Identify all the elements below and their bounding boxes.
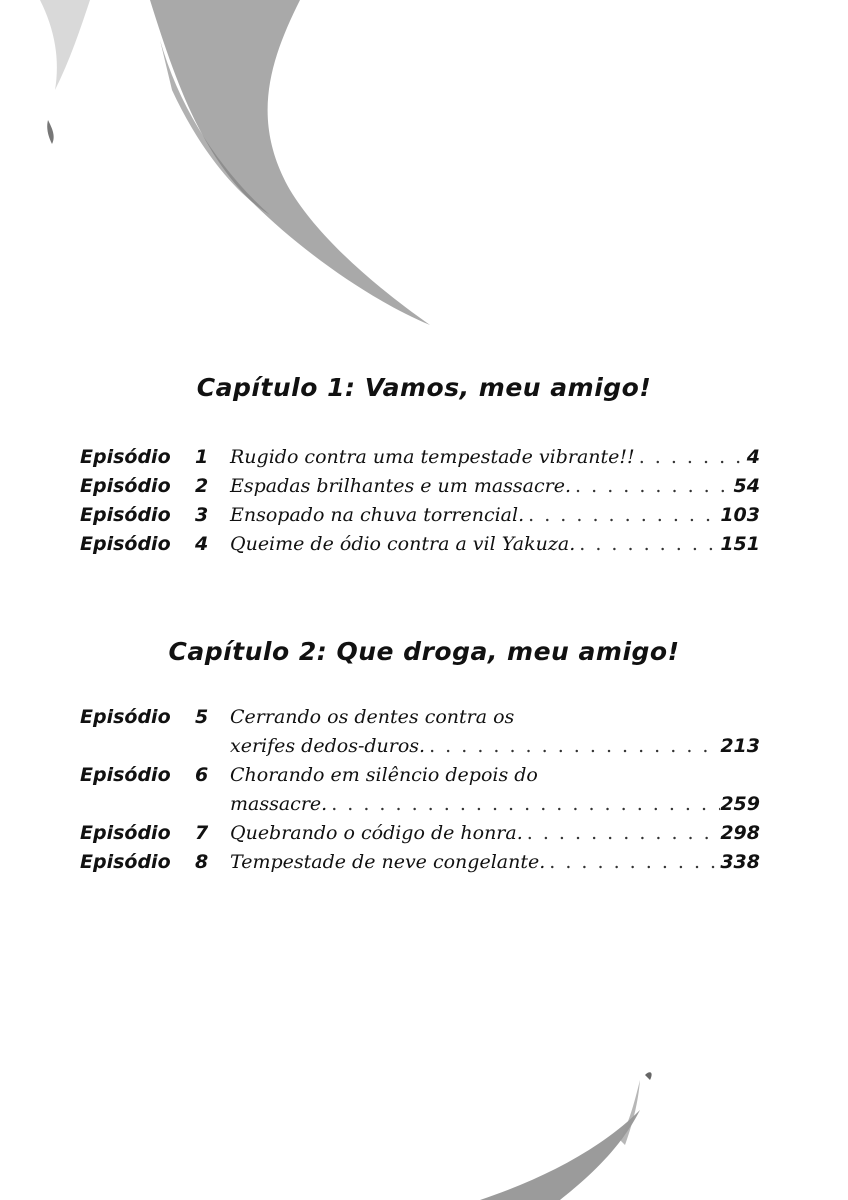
dot-leader [523, 822, 721, 844]
episode-label: Episódio [80, 533, 171, 555]
chapter-1-episode-list [80, 446, 760, 562]
episode-page: 151 [720, 533, 760, 555]
episode-number: 1 [195, 446, 209, 468]
episode-page: 338 [720, 851, 760, 873]
episode-title: Espadas brilhantes e um massacre. [230, 475, 572, 497]
dot-leader [545, 851, 720, 873]
episode-number: 5 [195, 706, 209, 728]
toc-entry-episode-5[interactable] [80, 706, 760, 735]
dot-leader [635, 446, 747, 468]
episode-label: Episódio [80, 706, 171, 728]
toc-entry-episode-6[interactable] [80, 764, 760, 793]
episode-title: Ensopado na chuva torrencial. [230, 504, 525, 526]
bottom-brush-fleck [645, 1072, 652, 1080]
episode-title: Tempestade de neve congelante. [230, 851, 546, 873]
episode-label: Episódio [80, 851, 171, 873]
episode-page: 103 [720, 504, 760, 526]
dot-leader [575, 533, 720, 555]
episode-page: 54 [733, 475, 760, 497]
episode-number: 4 [195, 533, 209, 555]
toc-entry-episode-7[interactable] [80, 822, 760, 851]
episode-title: Queime de ódio contra a vil Yakuza. [230, 533, 576, 555]
chapter-2-title: Capítulo 2: Que droga, meu amigo! [168, 637, 680, 666]
episode-title: Rugido contra uma tempestade vibrante!! [230, 446, 635, 468]
toc-entry-episode-8[interactable] [80, 851, 760, 880]
episode-number: 3 [195, 504, 209, 526]
episode-title: Cerrando os dentes contra os [230, 706, 515, 728]
top-brush-stroke [150, 0, 430, 325]
dot-leader [571, 475, 734, 497]
episode-number: 8 [195, 851, 209, 873]
top-brush-edge [40, 0, 90, 90]
episode-label: Episódio [80, 504, 171, 526]
dot-leader [327, 793, 720, 815]
episode-page: 4 [746, 446, 760, 468]
toc-entry-episode-3[interactable] [80, 504, 760, 533]
episode-page: 213 [720, 735, 760, 757]
episode-label: Episódio [80, 822, 171, 844]
bottom-brush-wisp [620, 1080, 640, 1145]
top-brush-fleck [47, 120, 53, 144]
toc-entry-episode-1[interactable] [80, 446, 760, 475]
episode-number: 6 [195, 764, 209, 786]
dot-leader [425, 735, 720, 757]
episode-number: 2 [195, 475, 209, 497]
episode-page: 298 [720, 822, 760, 844]
episode-title-continued: xerifes dedos-duros. [230, 735, 426, 757]
toc-entry-episode-6-continued[interactable] [80, 793, 760, 822]
episode-title: Chorando em silêncio depois do [230, 764, 538, 786]
episode-title: Quebrando o código de honra. [230, 822, 523, 844]
bottom-brush-stroke [480, 1110, 640, 1200]
episode-label: Episódio [80, 764, 171, 786]
episode-label: Episódio [80, 475, 171, 497]
toc-entry-episode-5-continued[interactable] [80, 735, 760, 764]
toc-entry-episode-4[interactable] [80, 533, 760, 562]
dot-leader [524, 504, 720, 526]
episode-page: 259 [720, 793, 760, 815]
chapter-1-title: Capítulo 1: Vamos, meu amigo! [196, 373, 652, 402]
episode-label: Episódio [80, 446, 171, 468]
episode-title-continued: massacre. [230, 793, 328, 815]
toc-entry-episode-2[interactable] [80, 475, 760, 504]
chapter-2-episode-list [80, 706, 760, 880]
episode-number: 7 [195, 822, 209, 844]
